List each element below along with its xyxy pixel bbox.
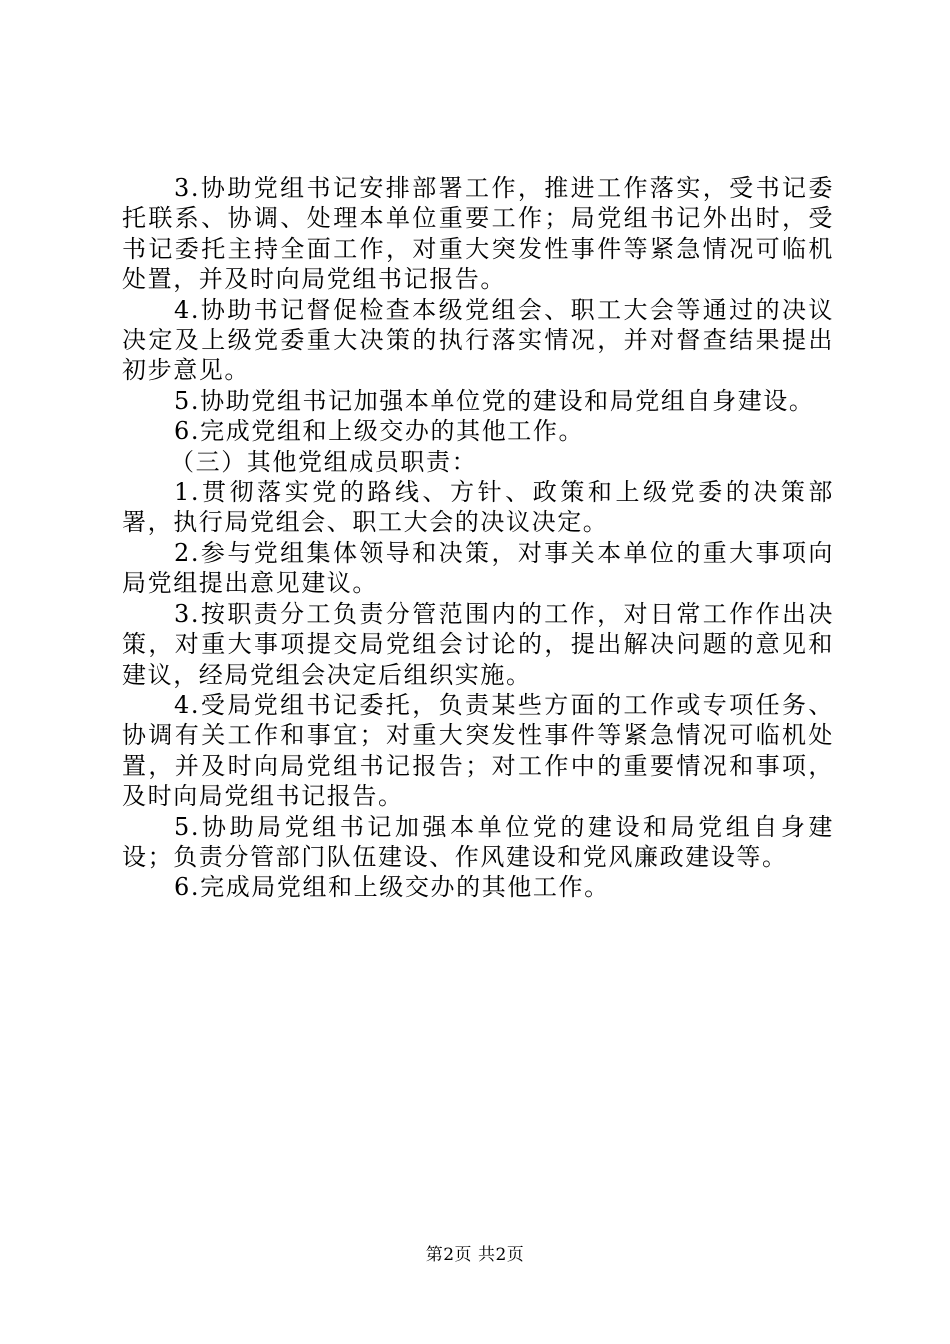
paragraph-member-duty-3: 3.按职责分工负责分管范围内的工作，对日常工作作出决策，对重大事项提交局党组会讨论的，提出解决问题的意见和建议，经局党组会决定后组织实施。 [122, 599, 834, 689]
paragraph-member-duty-6: 6.完成局党组和上级交办的其他工作。 [174, 873, 610, 902]
paragraph-deputy-duty-3: 3.协助党组书记安排部署工作，推进工作落实，受书记委托联系、协调、处理本单位重要工作；局党组书记外出时，受书记委托主持全面工作，对重大突发性事件等紧急情况可临机处置，并及时向局党组书记报告。 [122, 174, 834, 294]
paragraph-deputy-duty-4: 4.协助书记督促检查本级党组会、职工大会等通过的决议决定及上级党委重大决策的执行落实情况，并对督查结果提出初步意见。 [122, 295, 834, 385]
paragraph-member-duty-1: 1.贯彻落实党的路线、方针、政策和上级党委的决策部署，执行局党组会、职工大会的决议决定。 [122, 478, 834, 537]
document-body [122, 173, 834, 903]
paragraph-member-duty-4: 4.受局党组书记委托，负责某些方面的工作或专项任务、协调有关工作和事宜；对重大突发性事件等紧急情况可临机处置，并及时向局党组书记报告；对工作中的重要情况和事项，及时向局党组书记报告。 [122, 690, 834, 811]
section-heading-other-members: （三）其他党组成员职责： [170, 447, 478, 476]
paragraph-deputy-duty-6: 6.完成党组和上级交办的其他工作。 [174, 417, 585, 446]
paragraph-deputy-duty-5: 5.协助党组书记加强本单位党的建设和局党组自身建设。 [174, 386, 815, 415]
paragraph-member-duty-2: 2.参与党组集体领导和决策，对事关本单位的重大事项向局党组提出意见建议。 [122, 538, 834, 598]
paragraph-member-duty-5: 5.协助局党组书记加强本单位党的建设和局党组自身建设；负责分管部门队伍建设、作风建设和党风廉政建设等。 [122, 812, 834, 871]
page-footer: 第2页 共2页 [425, 1245, 525, 1265]
